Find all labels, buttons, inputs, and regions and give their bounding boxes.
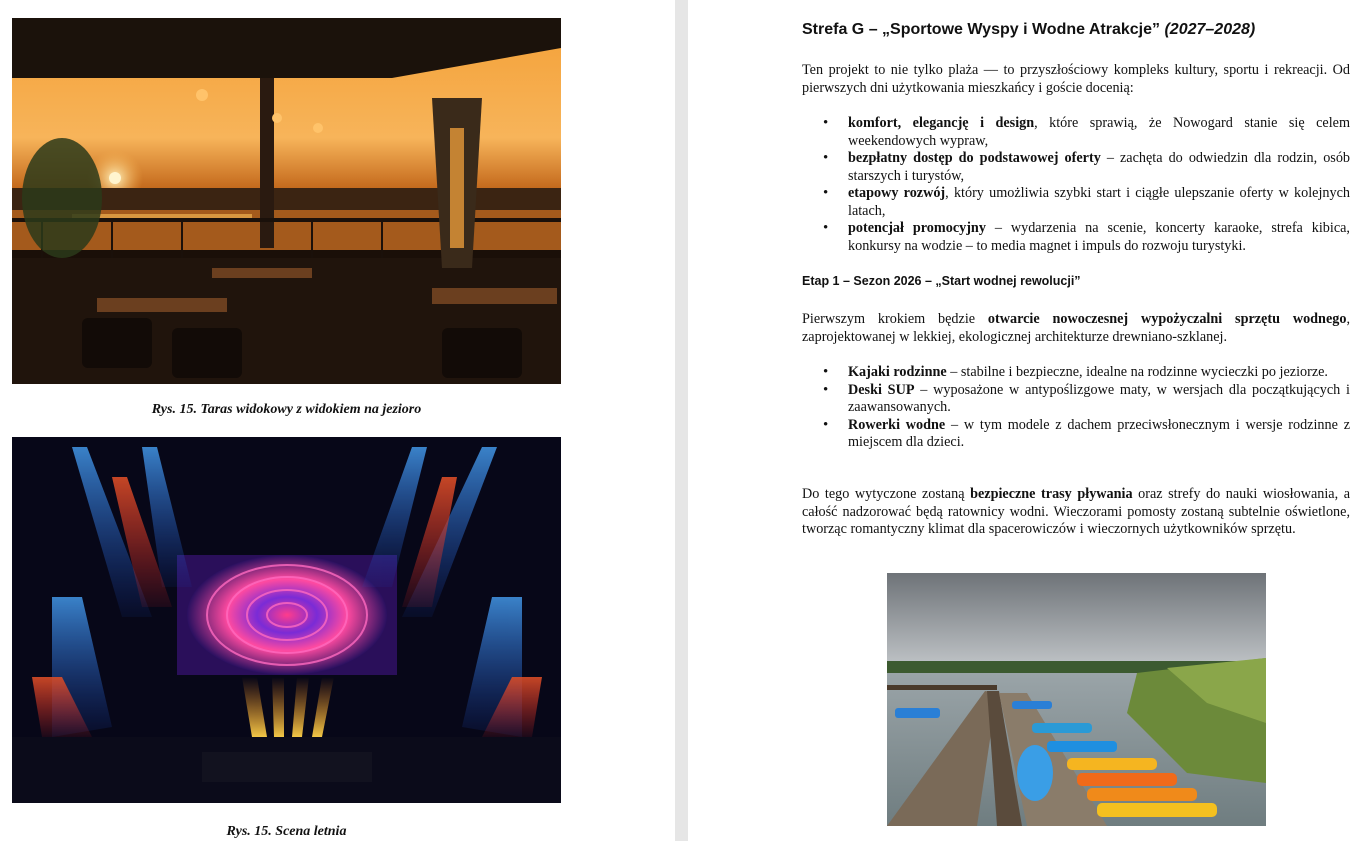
pier-kayaks-photo (887, 573, 1266, 826)
equipment-list (802, 364, 1350, 452)
right-page (688, 0, 1364, 841)
terrace-sunset-photo (12, 18, 561, 384)
closing-paragraph: Do tego wytyczone zostaną bezpieczne trasy pływania oraz strefy do nauki wiosłowania, a całość nadzorować będą ratownicy wodni. Wieczorami pomosty zostaną subtelnie oświetlone, tworząc romantyczny klimat dla spacerowiczów i wieczornych użytkowników sprzętu. (802, 486, 1351, 537)
section-heading-years: (2027–2028) (1164, 21, 1256, 38)
section-heading (802, 21, 1255, 39)
figure-caption-stage: Rys. 15. Scena letnia (226, 824, 347, 839)
intro-paragraph: Ten projekt to nie tylko plaża — to przyszłościowy kompleks kultury, sportu i rekreacji. Od pierwszych dni użytkowania mieszkańcy i goście docenią: (802, 62, 1350, 96)
list-item: • komfort, elegancję i design, które sprawią, że Nowogard stanie się celem weekendowych wypraw, (802, 115, 1350, 150)
list-item: • etapowy rozwój, który umożliwia szybki start i ciągłe ulepszanie oferty w kolejnych latach, (802, 185, 1350, 220)
list-item: • potencjał promocyjny – wydarzenia na scenie, koncerty karaoke, strefa kibica, konkursy na wodzie – to media magnet i impuls do rozwoju turystyki. (802, 220, 1350, 255)
list-item: • bezpłatny dostęp do podstawowej oferty – zachęta do odwiedzin dla rodzin, osób starszych i turystów, (802, 150, 1350, 185)
left-page (0, 0, 675, 841)
stage-heading: Etap 1 – Sezon 2026 – „Start wodnej rewolucji” (802, 274, 1081, 288)
list-item: • Deski SUP – wyposażone w antypoślizgowe maty, w wersjach dla początkujących i zaawansowanych. (802, 382, 1350, 417)
stage-paragraph: Pierwszym krokiem będzie otwarcie nowoczesnej wypożyczalni sprzętu wodnego, zaprojektowanej w lekkiej, ekologicznej architekturze drewniano-szklanej. (802, 311, 1350, 345)
list-item: • Rowerki wodne – w tym modele z dachem przeciwsłonecznym i wersje rodzinne z miejscem dla dzieci. (802, 417, 1350, 452)
list-item: • Kajaki rodzinne – stabilne i bezpieczne, idealne na rodzinne wycieczki po jeziorze. (802, 364, 1350, 382)
summer-stage-photo (12, 437, 561, 803)
benefits-list (802, 115, 1350, 255)
section-heading-title: Strefa G – „Sportowe Wyspy i Wodne Atrakcje” (802, 21, 1165, 38)
figure-caption-terrace: Rys. 15. Taras widokowy z widokiem na jezioro (151, 402, 422, 417)
